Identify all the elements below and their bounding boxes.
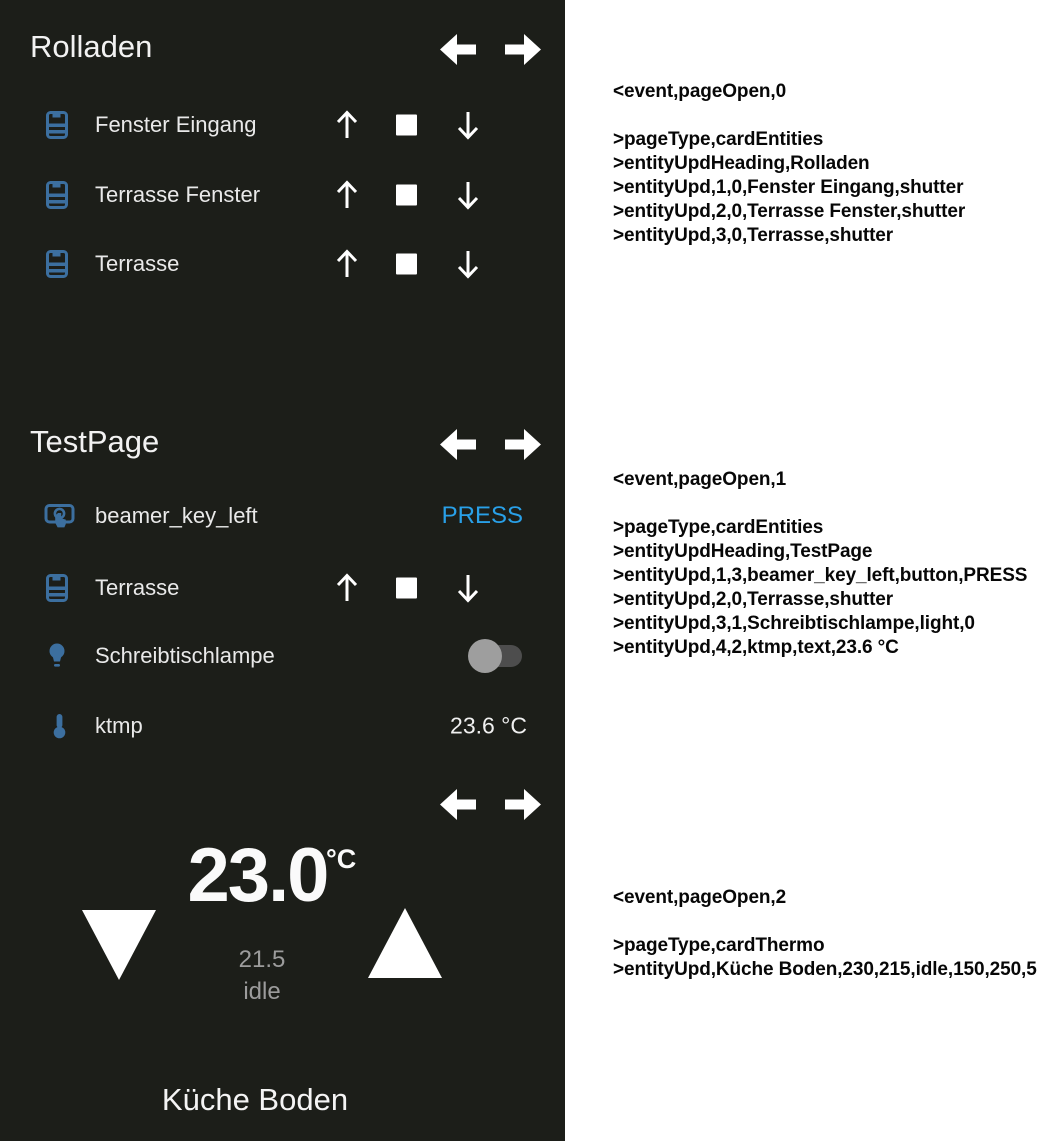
entity-row-beamer-key-left <box>0 488 565 544</box>
arrow-right-bold-icon <box>504 809 542 824</box>
log-event-line: <event,pageOpen,0 <box>613 81 787 102</box>
stop-square-icon <box>396 578 417 599</box>
light-toggle-switch[interactable] <box>468 637 524 675</box>
arrow-right-bold-icon <box>504 449 542 464</box>
page-title: TestPage <box>30 424 160 459</box>
log-event-line: <event,pageOpen,2 <box>613 887 787 908</box>
protocol-log-column <box>565 0 1045 1141</box>
page-prev-button[interactable] <box>439 428 477 461</box>
log-line: >entityUpd,3,1,Schreibtischlampe,light,0 <box>613 613 975 634</box>
thermostat-name: Küche Boden <box>161 1082 349 1117</box>
shutter-stop-button[interactable] <box>396 115 417 136</box>
shutter-stop-button[interactable] <box>396 254 417 275</box>
entity-row-terrasse-fenster <box>0 167 565 223</box>
entity-row-schreibtischlampe <box>0 628 565 684</box>
arrow-left-bold-icon <box>439 54 477 69</box>
stop-square-icon <box>396 115 417 136</box>
shutter-stop-button[interactable] <box>396 578 417 599</box>
log-line: >entityUpd,1,3,beamer_key_left,button,PRESS <box>613 565 1028 586</box>
log-line: >entityUpd,Küche Boden,230,215,idle,150,250,5 <box>613 959 1037 980</box>
shutter-up-button[interactable] <box>334 110 360 140</box>
toggle-knob <box>468 639 502 673</box>
page-next-button[interactable] <box>504 33 542 66</box>
page-prev-button[interactable] <box>439 33 477 66</box>
entity-label: ktmp <box>95 713 143 738</box>
entity-label: Schreibtischlampe <box>95 643 275 668</box>
window-shutter-icon <box>46 181 68 209</box>
log-line: >entityUpd,1,0,Fenster Eingang,shutter <box>613 177 964 198</box>
gesture-tap-button-icon <box>44 502 75 530</box>
shutter-stop-button[interactable] <box>396 185 417 206</box>
shutter-down-button[interactable] <box>455 249 481 279</box>
current-temperature: 23.0 <box>187 833 328 918</box>
entity-row-ktmp <box>0 698 565 754</box>
shutter-down-button[interactable] <box>455 573 481 603</box>
shutter-up-button[interactable] <box>334 573 360 603</box>
stop-square-icon <box>396 254 417 275</box>
entity-row-fenster-eingang <box>0 97 565 153</box>
screen-testpage <box>0 380 565 760</box>
entity-label: Fenster Eingang <box>95 112 257 137</box>
triangle-up-icon <box>368 966 442 981</box>
triangle-down-icon <box>82 968 156 983</box>
page-next-button[interactable] <box>504 788 542 821</box>
log-line: >pageType,cardThermo <box>613 935 825 956</box>
shutter-up-button[interactable] <box>334 180 360 210</box>
temperature-up-button[interactable] <box>368 908 442 978</box>
entity-row-terrasse <box>0 560 565 616</box>
log-line: >entityUpd,2,0,Terrasse Fenster,shutter <box>613 201 966 222</box>
screen-thermo <box>0 760 565 1141</box>
log-event-line: <event,pageOpen,1 <box>613 469 787 490</box>
entity-label: Terrasse <box>95 575 180 600</box>
shutter-up-button[interactable] <box>334 249 360 279</box>
log-line: >entityUpd,2,0,Terrasse,shutter <box>613 589 894 610</box>
log-block-page1 <box>613 468 1033 660</box>
log-line: >entityUpd,3,0,Terrasse,shutter <box>613 225 894 246</box>
log-line: >entityUpdHeading,Rolladen <box>613 153 870 174</box>
screen-rolladen <box>0 0 565 380</box>
thermometer-icon <box>52 713 67 740</box>
press-button[interactable]: PRESS <box>380 502 523 530</box>
entity-label: Terrasse <box>95 251 180 276</box>
window-shutter-icon <box>46 111 68 139</box>
stop-square-icon <box>396 185 417 206</box>
entity-label: Terrasse Fenster <box>95 182 261 207</box>
log-block-page2 <box>613 886 1037 982</box>
target-temperature: 21.5 <box>238 946 286 973</box>
sensor-value: 23.6 °C <box>450 712 527 739</box>
page-title: Rolladen <box>30 29 153 64</box>
shutter-down-button[interactable] <box>455 110 481 140</box>
page-next-button[interactable] <box>504 428 542 461</box>
shutter-down-button[interactable] <box>455 180 481 210</box>
arrow-left-bold-icon <box>439 809 477 824</box>
page-prev-button[interactable] <box>439 788 477 821</box>
log-line: >pageType,cardEntities <box>613 517 824 538</box>
log-line: >pageType,cardEntities <box>613 129 824 150</box>
log-block-page0 <box>613 80 1033 248</box>
lightbulb-icon <box>46 643 68 670</box>
hvac-state: idle <box>243 978 281 1005</box>
arrow-right-bold-icon <box>504 54 542 69</box>
temperature-down-button[interactable] <box>82 910 156 980</box>
log-line: >entityUpd,4,2,ktmp,text,23.6 °C <box>613 637 899 658</box>
arrow-left-bold-icon <box>439 449 477 464</box>
window-shutter-icon <box>46 250 68 278</box>
entity-label: beamer_key_left <box>95 503 258 528</box>
log-line: >entityUpdHeading,TestPage <box>613 541 873 562</box>
entity-row-terrasse <box>0 236 565 292</box>
temperature-unit: °C <box>326 844 357 874</box>
window-shutter-icon <box>46 574 68 602</box>
